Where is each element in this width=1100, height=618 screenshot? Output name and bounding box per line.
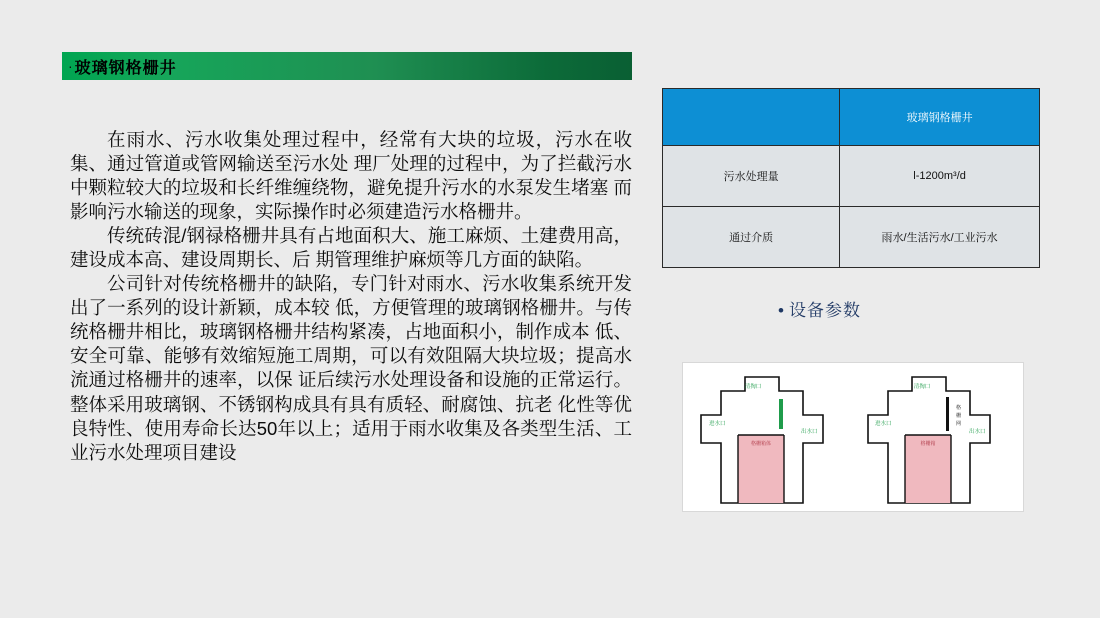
svg-text:进水口: 进水口 xyxy=(709,421,726,427)
caption-bullet-icon: • xyxy=(778,301,785,320)
svg-text:栅: 栅 xyxy=(956,413,962,419)
svg-text:出水口: 出水口 xyxy=(801,429,818,435)
table-header-left xyxy=(663,89,840,146)
page-title: 玻璃钢格栅井 xyxy=(74,59,177,77)
svg-text:格栅箱: 格栅箱 xyxy=(920,441,936,447)
table-row xyxy=(663,146,1040,207)
equipment-parameters-caption xyxy=(778,296,861,321)
svg-text:进水口: 进水口 xyxy=(875,421,892,427)
title-bullet-icon: · xyxy=(68,58,73,74)
table-header-right: 玻璃钢格栅井 xyxy=(840,89,1040,146)
right-diagram xyxy=(868,377,990,503)
caption-label: 设备参数 xyxy=(788,301,861,320)
paragraph-3: 公司针对传统格栅井的缺陷，专门针对雨水、污水收集系统开发出了一系列的设计新颖，成本较 低，方便管理的玻璃钢格栅井。与传统格栅井相比，玻璃钢格栅井结构紧凑，占地面积小，制作成本 低、安全可靠、能够有效缩短施工周期，可以有效阻隔大块垃圾；提高水流通过格栅井的速率，以保 证后续污水处理设备和设施的正常运行。整体采用玻璃钢、不锈钢构成具有具有质轻、耐腐蚀、抗老 化性等优良特性、使用寿命长达50年以上；适用于雨水收集及各类型生活、工业污水处理项目建设 xyxy=(70,273,632,463)
paragraph-1: 在雨水、污水收集处理过程中，经常有大块的垃圾，污水在收集、通过管道或管网输送至污水处 理厂处理的过程中，为了拦截污水中颗粒较大的垃圾和长纤维缠绕物，避免提升污水的水泵发生堵塞 而影响污水输送的现象，实际操作时必须建造污水格栅井。 xyxy=(70,129,632,223)
section-title-bar xyxy=(62,52,632,80)
table-cell-value-medium: 雨水/生活污水/工业污水 xyxy=(840,207,1040,268)
svg-text:清掏口: 清掏口 xyxy=(744,384,762,390)
table-cell-label-flow: 污水处理量 xyxy=(663,146,840,207)
svg-text:格: 格 xyxy=(956,405,962,411)
body-text-block xyxy=(70,128,632,465)
grille-well-diagram xyxy=(682,362,1024,512)
svg-text:清掏口: 清掏口 xyxy=(913,384,931,390)
left-diagram xyxy=(701,377,823,503)
paragraph-2: 传统砖混/钢禄格栅井具有占地面积大、施工麻烦、土建费用高，建设成本高、建设周期长、后 期管理维护麻烦等几方面的缺陷。 xyxy=(70,225,632,271)
svg-text:出水口: 出水口 xyxy=(969,429,986,435)
spec-table xyxy=(662,88,1040,268)
table-header-row xyxy=(663,89,1040,146)
svg-text:格栅箱体: 格栅箱体 xyxy=(750,441,772,447)
table-row xyxy=(663,207,1040,268)
svg-text:网: 网 xyxy=(956,421,962,427)
table-cell-value-flow: l-1200m³/d xyxy=(840,146,1040,207)
table-cell-label-medium: 通过介质 xyxy=(663,207,840,268)
